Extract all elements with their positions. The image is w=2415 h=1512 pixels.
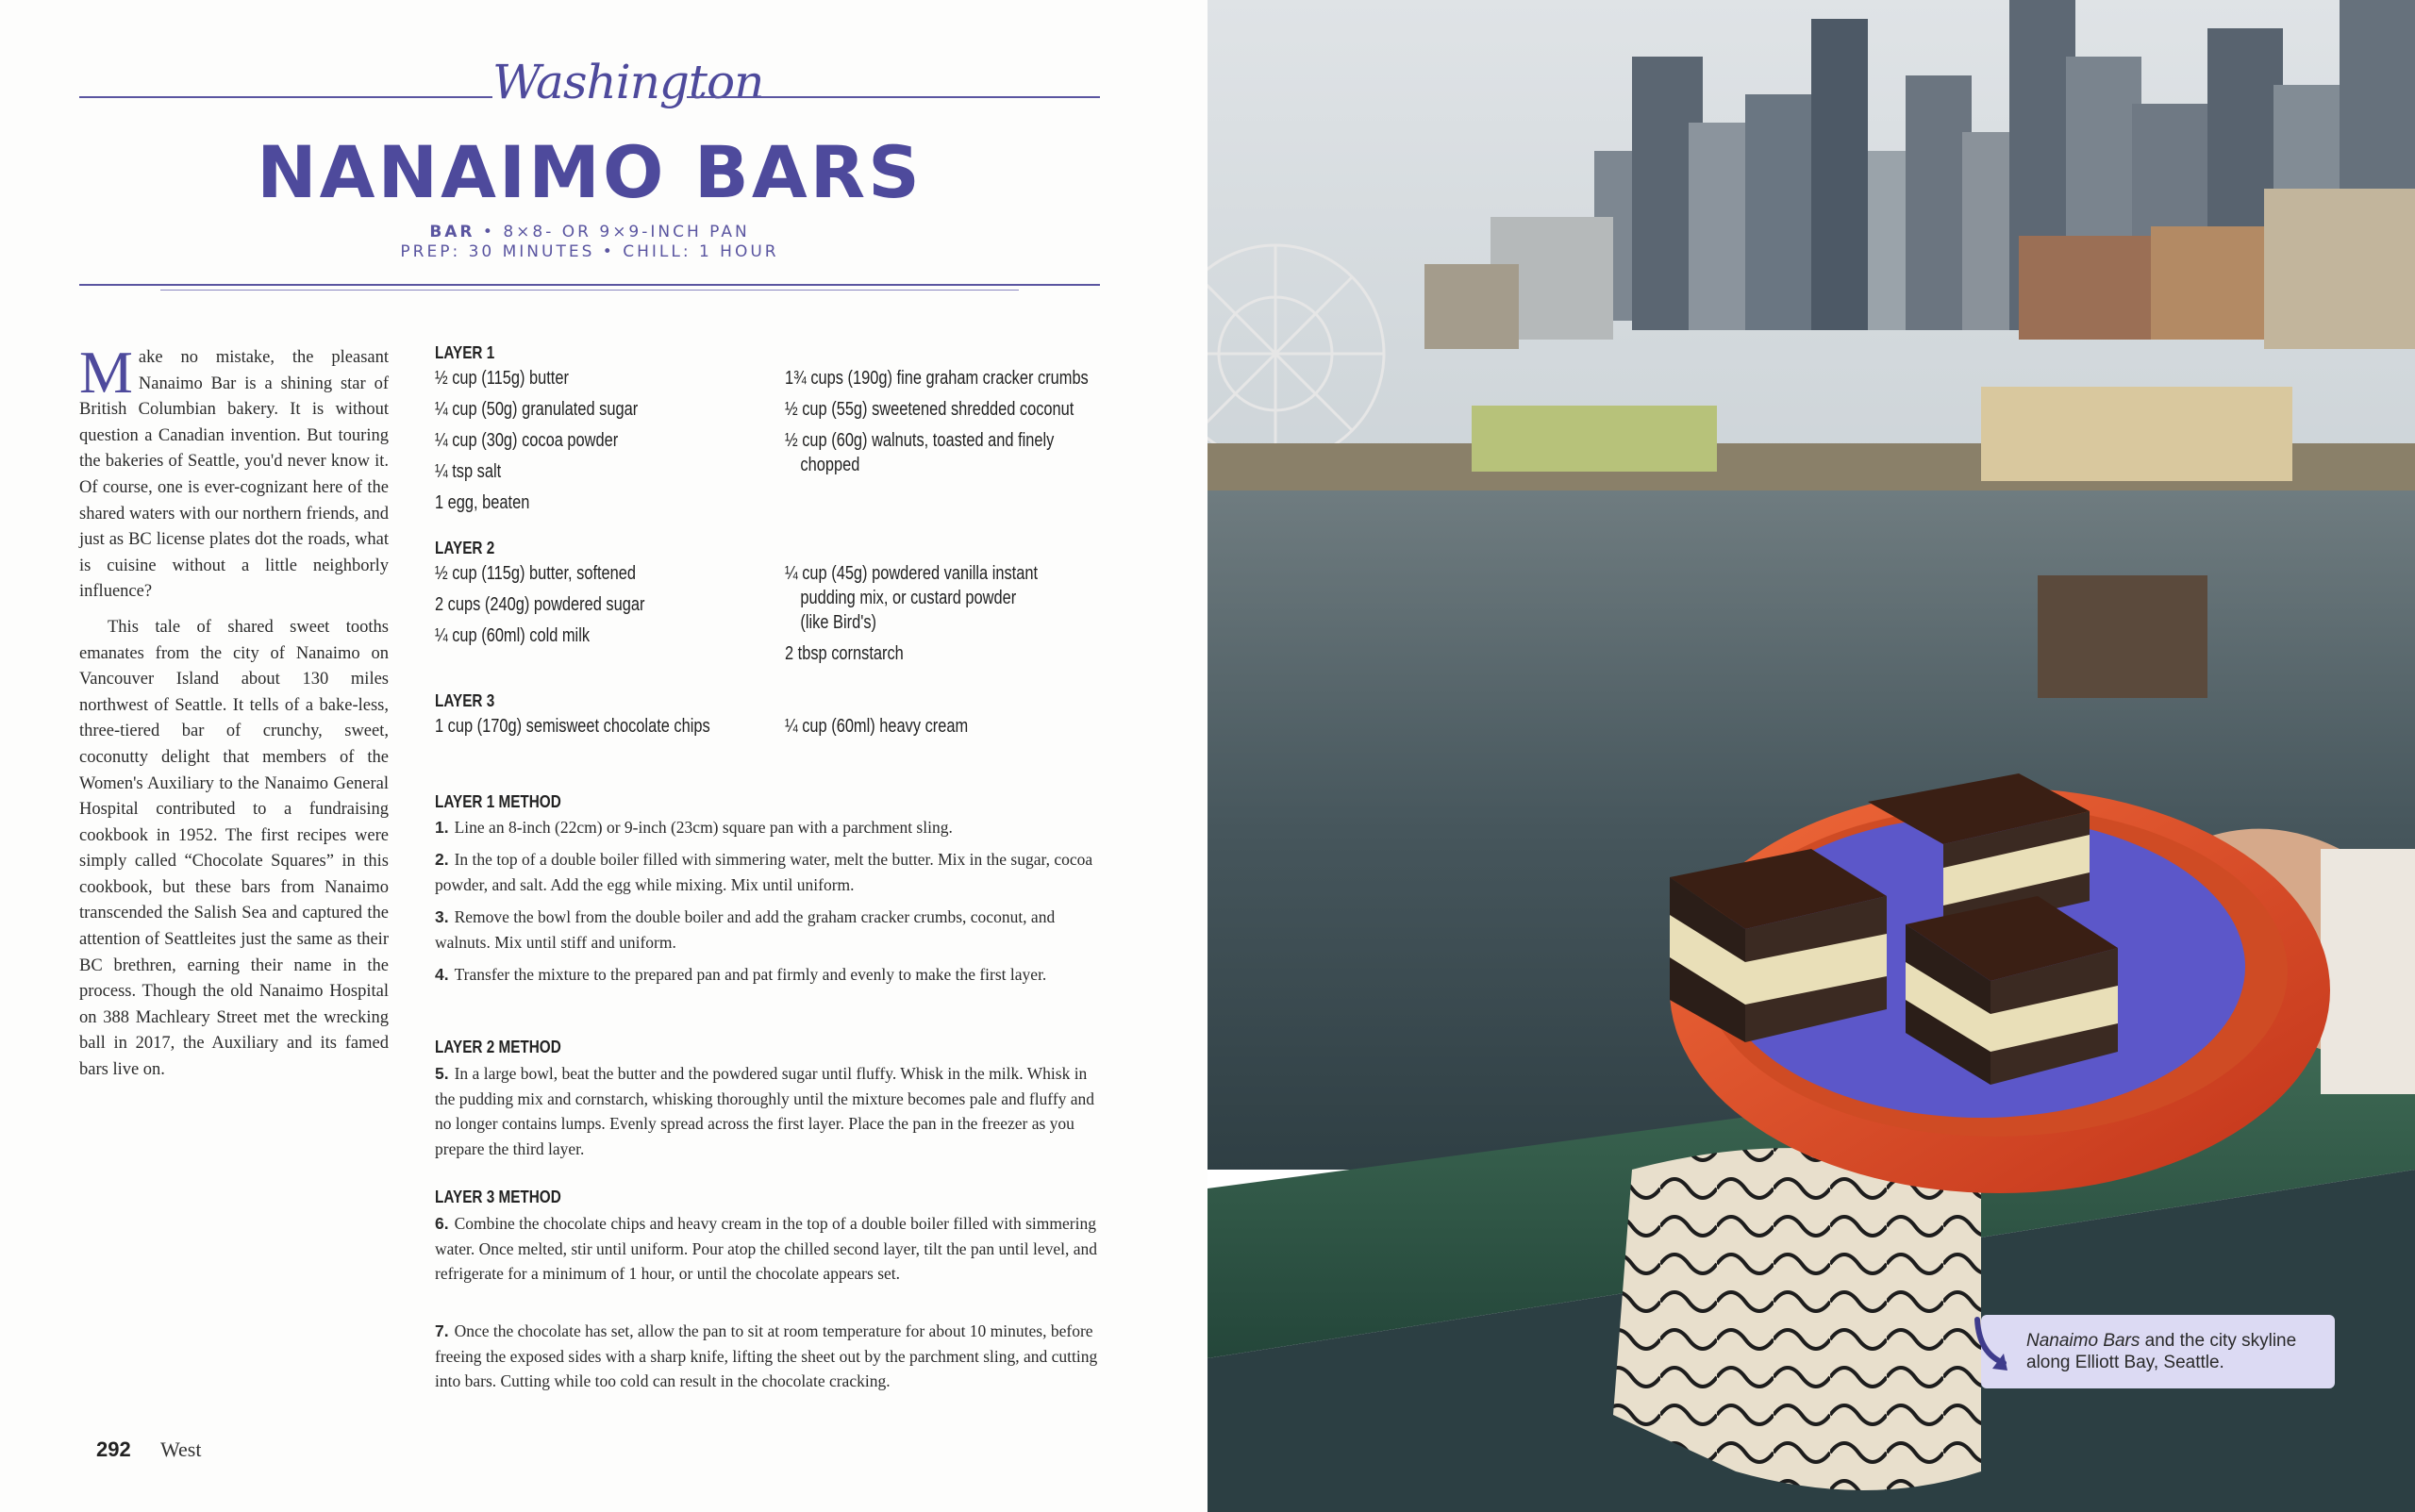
caption-arrow-icon xyxy=(1972,1316,2011,1374)
method-step: 7. Once the chocolate has set, allow the pan to sit at room temperature for about 10 minutes, before freeing the exposed sides with a sharp knife, lifting the sheet out by the parchment sling, and cutting into bars. Cutting while too cold can result in the chocolate cracking. xyxy=(435,1321,1098,1390)
ingredient-continued: chopped xyxy=(800,455,860,475)
caption-italic: Nanaimo Bars xyxy=(2026,1331,2140,1351)
method-step: 5. In a large bowl, beat the butter and the powdered sugar until fluffy. Whisk in the milk. Whisk in the pudding mix and cornstarch, whisking thoroughly until the mixture becomes pale and fluffy and no longer contains lumps. Evenly spread across the first layer. Place the pan in the freezer as you prepare the third layer. xyxy=(435,1064,1095,1158)
recipe-pan-size: • 8×8- OR 9×9-INCH PAN xyxy=(475,223,750,241)
ingredient-continued: pudding mix, or custard powder xyxy=(800,588,1017,608)
method-step: 4. Transfer the mixture to the prepared pan and pat firmly and evenly to make the first layer. xyxy=(435,965,1047,984)
recipe-meta-type xyxy=(79,223,1100,241)
sleeve xyxy=(2321,849,2415,1094)
intro-paragraph-2: This tale of shared sweet tooths emanates from the city of Nanaimo on Vancouver Island about 130 miles northwest of Seattle. It tells of a bake-less, three-tiered bar of crunchy, sweet, coconutty delight that members of the Women's Auxiliary to the Nanaimo General Hospital contributed to a fundraising cookbook in 1952. The first recipes were simply called “Chocolate Squares” in this cookbook, but these bars from Nanaimo transcended the Salish Sea and captured the attention of Seattleites just the same as their BC brethren, earning their name in the process. Though the old Nanaimo Hospital on 388 Machleary Street met the wrecking ball in 2017, the Auxiliary and its famed bars live on. xyxy=(79,617,389,1080)
boat xyxy=(2038,575,2207,698)
method-step: 3. Remove the bowl from the double boiler and add the graham cracker crumbs, coconut, and walnuts. Mix until stiff and uniform. xyxy=(435,907,1056,952)
ingredients-layer-1-left xyxy=(435,366,682,522)
ingredients-layer-3-right xyxy=(785,714,1008,745)
ingredient: ¼ cup (50g) granulated sugar xyxy=(435,399,639,420)
method-layer-2-heading: LAYER 2 METHOD xyxy=(435,1038,561,1056)
ingredient: ¼ cup (30g) cocoa powder xyxy=(435,430,619,451)
nanaimo-bar xyxy=(1670,849,1887,1042)
patterned-towel xyxy=(1613,1148,1981,1490)
caption-rest: and the city skyline along Elliott Bay, Seattle. xyxy=(2026,1331,2297,1372)
ingredients-layer-2-heading: LAYER 2 xyxy=(435,539,495,557)
ingredient: ¼ cup (45g) powdered vanilla instant xyxy=(785,563,1039,584)
header-rule-left xyxy=(79,96,492,98)
ingredient: 1¾ cups (190g) fine graham cracker crumbs xyxy=(785,368,1089,389)
seattle-photo xyxy=(1208,0,2415,1512)
pier-building xyxy=(1981,387,2292,481)
ingredients-layer-2-right xyxy=(785,561,1093,673)
ingredient: ½ cup (115g) butter, softened xyxy=(435,563,637,584)
ingredient: ¼ cup (60ml) cold milk xyxy=(435,625,591,646)
ingredient: 2 tbsp cornstarch xyxy=(785,643,904,664)
ingredient-continued: (like Bird's) xyxy=(800,612,876,633)
method-step: 2. In the top of a double boiler filled with simmering water, melt the butter. Mix in the sugar, cocoa powder, and salt. Add the egg while mixing. Mix until uniform. xyxy=(435,850,1093,894)
method-layer-1-heading: LAYER 1 METHOD xyxy=(435,792,561,811)
method-step: 6. Combine the chocolate chips and heavy cream in the top of a double boiler filled with simmering water. Once melted, stir until uniform. Pour atop the chilled second layer, tilt the pan until level, and refrigerate for a minimum of 1 hour, or until the chocolate appears set. xyxy=(435,1214,1098,1283)
header-rule-bottom xyxy=(79,284,1100,286)
ingredient: 2 cups (240g) powdered sugar xyxy=(435,594,645,615)
intro-paragraph-1: Make no mistake, the pleasant Nanaimo Bar is a shining star of British Columbian bakery. It is without question a Canadian invention. But touring the bakeries of Seattle, you'd never know it. Of course, one is ever-cognizant here of the shared waters with our northern friends, and just as BC license plates dot the roads, what is cuisine without a little neighborly influence? xyxy=(79,339,389,602)
header-rule-bottom-thin xyxy=(160,290,1019,291)
ingredient: ½ cup (60g) walnuts, toasted and finely xyxy=(785,430,1055,451)
page-number: 292 xyxy=(96,1437,131,1461)
photo-caption xyxy=(2026,1330,2328,1373)
ingredient: ½ cup (115g) butter xyxy=(435,368,569,389)
ingredients-layer-1-heading: LAYER 1 xyxy=(435,343,495,362)
ingredients-layer-1-right xyxy=(785,366,1155,484)
ingredient: 1 egg, beaten xyxy=(435,492,530,513)
intro-text xyxy=(79,339,389,1084)
ingredients-layer-2-left xyxy=(435,561,691,655)
ingredients-layer-3-left xyxy=(435,714,771,745)
drop-cap: M xyxy=(79,339,133,406)
method-layer-3-heading: LAYER 3 METHOD xyxy=(435,1188,561,1206)
ingredient: ¼ tsp salt xyxy=(435,461,502,482)
recipe-category: BAR xyxy=(429,223,475,241)
ingredient: ½ cup (55g) sweetened shredded coconut xyxy=(785,399,1074,420)
region-title: Washington xyxy=(492,55,764,109)
ingredient: 1 cup (170g) semisweet chocolate chips xyxy=(435,716,710,737)
pier-building xyxy=(1472,406,1717,472)
ingredients-layer-3-heading: LAYER 3 xyxy=(435,691,495,710)
recipe-meta-time: PREP: 30 MINUTES • CHILL: 1 HOUR xyxy=(400,242,779,261)
header-rule-right xyxy=(687,96,1100,98)
recipe-title: NANAIMO BARS xyxy=(257,130,923,214)
section-name: West xyxy=(160,1437,202,1461)
ingredient: ¼ cup (60ml) heavy cream xyxy=(785,716,969,737)
photo-illustration xyxy=(1208,0,2415,1512)
method-step: 1. Line an 8-inch (22cm) or 9-inch (23cm) square pan with a parchment sling. xyxy=(435,818,953,837)
